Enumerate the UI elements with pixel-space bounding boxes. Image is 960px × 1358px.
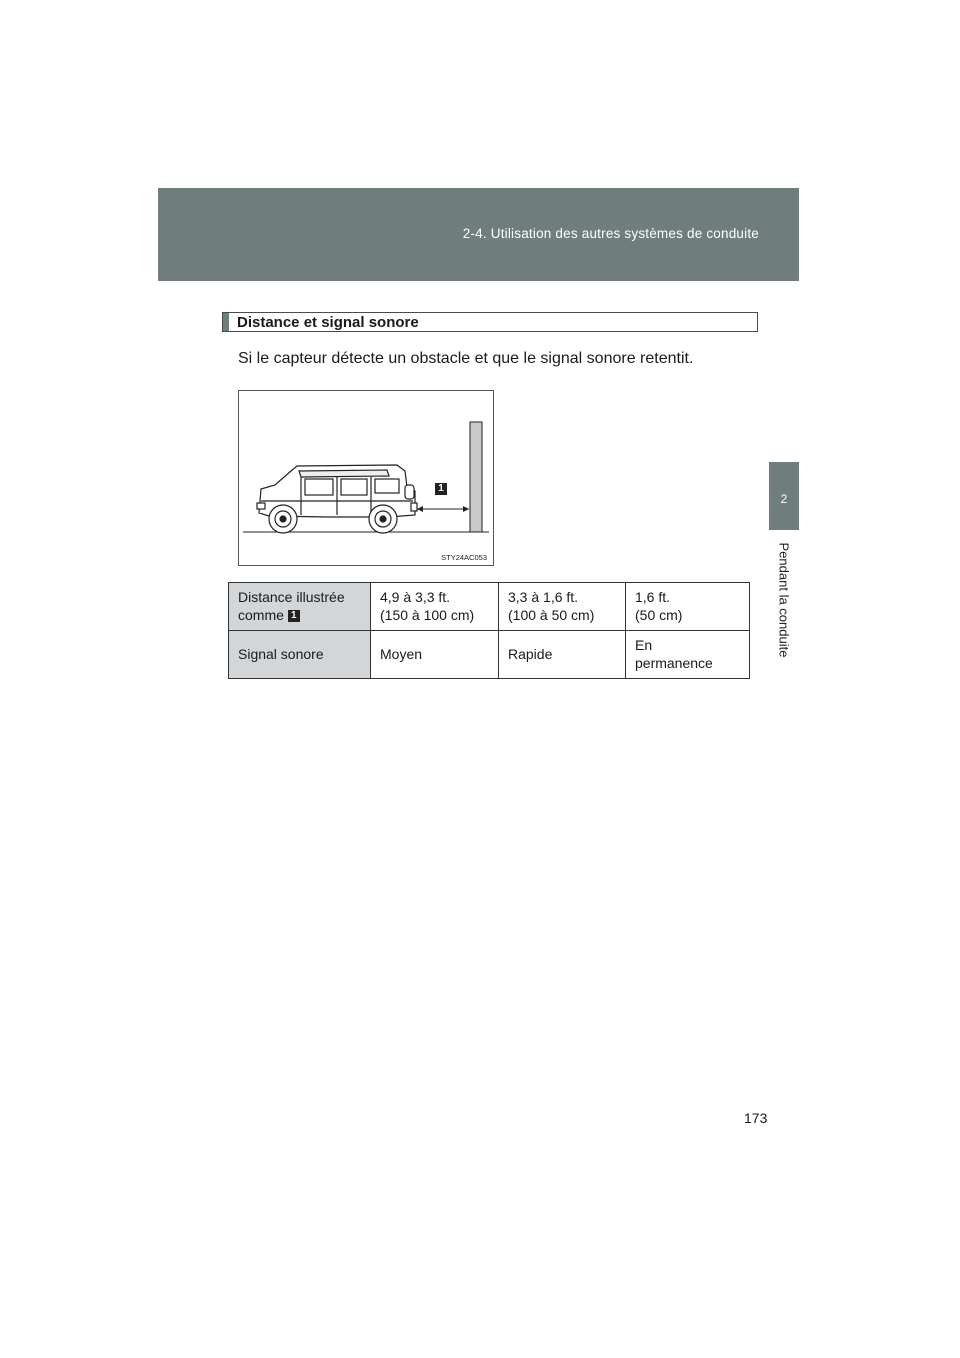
table-row [229, 583, 750, 631]
cell-line: 3,3 à 1,6 ft. [508, 589, 579, 605]
figure-code: STY24AC053 [441, 553, 487, 562]
section-heading-text: Distance et signal sonore [237, 314, 419, 331]
heading-accent-bar [223, 313, 229, 331]
table-cell [499, 631, 626, 679]
table-cell [371, 631, 499, 679]
vehicle-obstacle-illustration [239, 391, 493, 565]
page-number: 173 [744, 1110, 768, 1126]
cell-line: Rapide [508, 646, 553, 662]
intro-paragraph: Si le capteur détecte un obstacle et que le signal sonore retentit. [238, 350, 694, 367]
row-header-signal-text: Signal sonore [238, 646, 324, 662]
table-row [229, 631, 750, 679]
chapter-number: 2 [780, 492, 788, 506]
header-band [158, 188, 799, 281]
row-header-signal [229, 631, 371, 679]
cell-line: En [635, 637, 653, 653]
chapter-label: Pendant la conduite [776, 542, 792, 658]
distance-signal-table [228, 582, 750, 679]
obstacle-pole [470, 422, 482, 532]
table-cell [499, 583, 626, 631]
cell-line: (150 à 100 cm) [380, 607, 475, 623]
table-cell [626, 631, 750, 679]
row-header-distance-line1: Distance illustrée [238, 589, 345, 605]
row-header-distance-line2: comme [238, 607, 284, 623]
section-title: 2-4. Utilisation des autres systèmes de conduite [462, 226, 759, 241]
chapter-tab [769, 462, 799, 530]
row-header-distance [229, 583, 371, 631]
sensor-distance-figure [238, 390, 494, 566]
cell-line: 4,9 à 3,3 ft. [380, 589, 451, 605]
cell-line: (100 à 50 cm) [508, 607, 595, 623]
distance-callout-badge: 1 [435, 483, 447, 495]
cell-line: permanence [635, 655, 713, 671]
table-cell [371, 583, 499, 631]
section-heading [222, 312, 758, 332]
cell-line: Moyen [380, 646, 423, 662]
table-cell [626, 583, 750, 631]
vehicle-icon [257, 465, 417, 533]
cell-line: 1,6 ft. [635, 589, 671, 605]
distance-callout-badge: 1 [288, 610, 300, 622]
cell-line: (50 cm) [635, 607, 683, 623]
